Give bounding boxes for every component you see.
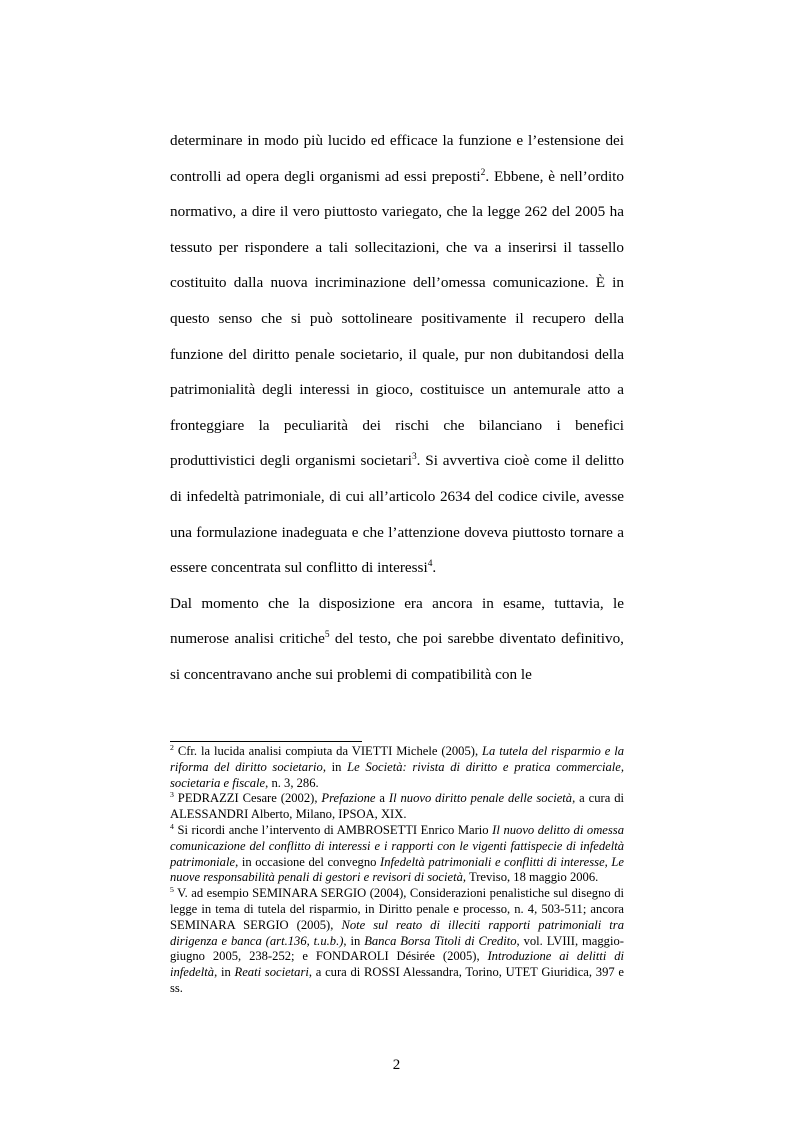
footnote-text: , vol. LVIII, maggio-giugno 2005, 238-252; e FONDAROLI Désirée (2005), bbox=[170, 933, 624, 964]
footnote-number: 5 bbox=[170, 884, 174, 894]
text-run: . Ebbene, è nell’ordito normativo, a dire il vero piuttosto variegato, che la legge 262 del 2005 ha tessuto per rispondere a tali sollecitazioni, che va a inserirsi il tassello costituito dalla nuova incriminazione dell’omessa comunicazione. È in questo senso che si può sottolineare positivamente il recupero della funzione del diritto penale societario, il quale, pur non dubitandosi della patrimonialità degli interessi in gioco, costituisce un antemurale atto a fronteggiare la peculiarità dei rischi che bilanciano i benefici produttivistici degli organismi societari bbox=[170, 167, 624, 470]
footnote-text: , n. 3, 286. bbox=[265, 775, 319, 790]
footnote-text: , a cura di ALESSANDRI Alberto, Milano, IPSOA, XIX. bbox=[170, 791, 625, 822]
footnote-italic: Le Società: rivista di diritto e pratica commerciale, societaria e fiscale bbox=[170, 759, 624, 790]
footnote-text: V. ad esempio SEMINARA SERGIO (2004), Considerazioni penalistiche sul disegno di legge in tema di tutela del risparmio, in Diritto penale e processo, n. 4, 503-511; ancora SEMINARA SERGIO (2005), bbox=[170, 886, 624, 932]
footnote-2 bbox=[170, 744, 624, 791]
footnote-italic: Note sul reato di illeciti rapporti patrimoniali tra dirigenza e banca (art.136, t.u.b.) bbox=[170, 917, 625, 948]
footnote-text: , in occasione del convegno bbox=[235, 854, 381, 869]
footnote-text: Cfr. la lucida analisi compiuta da VIETTI Michele (2005), bbox=[173, 744, 483, 758]
footnote-3 bbox=[170, 791, 624, 823]
text-run: determinare in modo più lucido ed efficace la funzione e l’estensione dei controlli ad opera degli organismi ad essi preposti bbox=[170, 132, 624, 185]
text-run: . bbox=[432, 559, 437, 577]
paragraph-2 bbox=[170, 586, 624, 693]
footnote-italic: Reati societari bbox=[234, 965, 309, 980]
footnote-ref-5[interactable]: 5 bbox=[324, 630, 330, 641]
footnote-text: Si ricordi anche l’intervento di AMBROSETTI Enrico Mario bbox=[173, 822, 493, 837]
footnote-italic: Il nuovo delitto di omessa comunicazione del conflitto di interessi e i rapporti con le vigenti fattispecie di infedeltà patrimoniale bbox=[170, 822, 624, 869]
footnote-text: , a cura di ROSSI Alessandra, Torino, UTET Giuridica, 397 e ss. bbox=[170, 965, 624, 995]
footnote-ref-2[interactable]: 2 bbox=[480, 167, 486, 178]
footnote-italic: Il nuovo diritto penale delle società bbox=[388, 791, 573, 806]
footnote-italic: Introduzione ai delitti di infedeltà bbox=[170, 949, 624, 980]
footnote-number: 3 bbox=[170, 790, 174, 800]
footnote-text: Treviso, 18 maggio 2006. bbox=[466, 870, 599, 885]
footnote-number: 2 bbox=[170, 742, 174, 752]
footnote-text: , in bbox=[343, 933, 365, 948]
text-run: . Si avvertiva cioè come il delitto di infedeltà patrimoniale, di cui all’articolo 2634 del codice civile, avesse una formulazione inadeguata e che l’attenzione doveva piuttosto tornare a essere concentrata sul conflitto di interessi bbox=[170, 452, 624, 577]
footnote-separator bbox=[170, 741, 362, 742]
text-run: del testo, che poi sarebbe diventato definitivo, si concentravano anche sui problemi di compatibilità con le bbox=[170, 630, 624, 683]
footnote-ref-4[interactable]: 4 bbox=[427, 559, 433, 570]
footnote-4 bbox=[170, 823, 624, 886]
footnote-ref-3[interactable]: 3 bbox=[411, 452, 417, 463]
footnote-number: 4 bbox=[170, 821, 174, 831]
text-run: Dal momento che la disposizione era ancora in esame, tuttavia, le numerose analisi critiche bbox=[170, 594, 624, 648]
footnote-5 bbox=[170, 886, 624, 997]
footnote-italic: Infedeltà patrimoniali e conflitti di interesse, Le nuove responsabilità penali di gestori e revisori di società, bbox=[170, 854, 625, 885]
footnote-text: , in bbox=[322, 759, 348, 774]
footnote-italic: Prefazione bbox=[321, 791, 376, 806]
paragraph-1 bbox=[170, 123, 624, 586]
footnotes bbox=[170, 744, 624, 997]
main-text bbox=[170, 123, 624, 693]
footnote-text: , in bbox=[214, 965, 235, 980]
footnote-italic: La tutela del risparmio e la riforma del diritto societario bbox=[170, 744, 625, 774]
footnote-text: a bbox=[375, 791, 389, 806]
footnote-text: PEDRAZZI Cesare (2002), bbox=[173, 791, 322, 806]
page-number: 2 bbox=[392, 1057, 401, 1073]
footnote-italic: Banca Borsa Titoli di Credito bbox=[364, 933, 517, 948]
